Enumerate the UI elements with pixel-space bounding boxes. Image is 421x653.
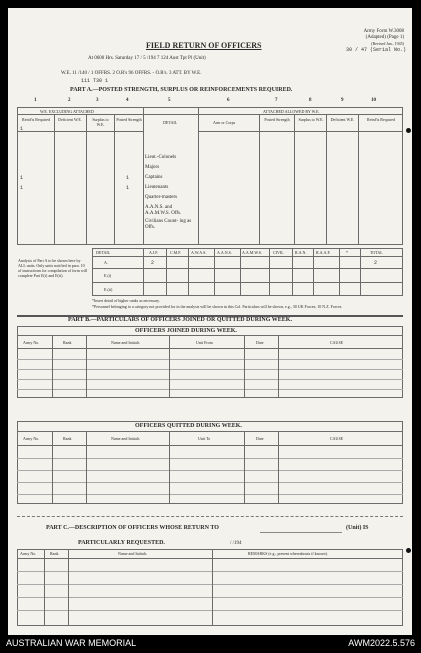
footer-source: AUSTRALIAN WAR MEMORIAL xyxy=(6,638,137,648)
col-header: Surplus to W.E. xyxy=(298,117,324,122)
perforation-line xyxy=(17,516,403,517)
rank-label: A.A.N.S. and A.A.M.W.S. Offs. xyxy=(145,205,182,216)
rank-label: Quarter-masters xyxy=(145,195,178,200)
punch-hole xyxy=(406,548,411,553)
col-header: Surplus to W.E. xyxy=(92,117,109,127)
joined-header: Rank xyxy=(63,340,72,345)
col-num: 2 xyxy=(68,98,71,103)
serial-number: 30 / 47 (Serial No.) xyxy=(345,47,406,53)
analysis-header: R.A.A.F. xyxy=(316,250,331,255)
col-num: 4 xyxy=(126,98,129,103)
form-paper xyxy=(8,8,412,635)
col-header: Reinf'ts Required xyxy=(22,117,50,122)
analysis-header: C.M.F. xyxy=(170,250,182,255)
col-header: DETAIL xyxy=(163,120,178,125)
analysis-header: A.I.F. xyxy=(149,250,159,255)
quitted-title: OFFICERS QUITTED DURING WEEK. xyxy=(135,423,242,429)
form-adapted: (Adapted) (Page 1) xyxy=(365,35,404,40)
col-header: Arm or Corps xyxy=(213,120,236,125)
analysis-total-value: 2 xyxy=(374,260,378,266)
we-line-2: 111 T30 1 xyxy=(81,78,109,84)
analysis-aif-value: 2 xyxy=(151,260,155,266)
part-c-header: Rank xyxy=(50,551,59,556)
joined-header: CAUSE xyxy=(330,340,344,345)
analysis-row-label: E.(ii) xyxy=(104,287,113,292)
analysis-header: TOTAL xyxy=(370,250,383,255)
analysis-note: Analysis of Part A to be shown here by ALL units. Only units notified in para. 10 of instructions for compilation of form will complete Part E(i) and E(ii). xyxy=(18,258,88,278)
quitted-header: Name and Initials xyxy=(111,436,140,441)
rank-label: Civilians Count- ing as Offs. xyxy=(145,219,192,230)
punch-hole xyxy=(406,128,411,133)
analysis-header: * xyxy=(346,250,348,255)
form-title: FIELD RETURN OF OFFICERS xyxy=(146,41,262,50)
quitted-header: Army No. xyxy=(23,436,40,441)
quitted-header: CAUSE xyxy=(330,436,344,441)
quitted-header: Date xyxy=(256,436,264,441)
rank-label: Lieutenants xyxy=(145,185,169,190)
rank-label: Majors xyxy=(145,165,160,170)
col-header: Deficient W.E. xyxy=(58,117,82,122)
part-a-table xyxy=(17,107,403,245)
part-c-header: Army No. xyxy=(20,551,37,556)
part-c-header: Name and Initials xyxy=(118,551,147,556)
att-by-we-header: ATTACHED ALLOWED BY W.E. xyxy=(263,109,320,114)
joined-title: OFFICERS JOINED DURING WEEK. xyxy=(135,328,237,334)
form-revised: (Revised Jan., 1945) xyxy=(371,41,404,46)
handwritten-value: 1 xyxy=(126,175,130,181)
analysis-row-label: A. xyxy=(104,260,108,265)
part-c-title: PART C.—DESCRIPTION OF OFFICERS WHOSE RETURN TO xyxy=(46,525,219,531)
footnote: *Personnel belonging to a category not provided for in the analysis will be shown in this Col. Particulars will be shown, e.g., 30 UK Forces; 10 N.Z. Forces. xyxy=(92,304,343,309)
form-number: Army Form W.3008 xyxy=(363,29,404,34)
part-c-unit-is: (Unit) IS xyxy=(346,525,369,531)
analysis-header: A.W.A.S. xyxy=(191,250,207,255)
col-num: 6 xyxy=(227,98,230,103)
col-num: 8 xyxy=(309,98,312,103)
analysis-header: A.A.M.W.S. xyxy=(242,250,262,255)
quitted-header: Unit To xyxy=(198,436,211,441)
col-num: 7 xyxy=(275,98,278,103)
joined-header: Name and Initials xyxy=(111,340,140,345)
col-header: Posted Strength xyxy=(116,117,142,122)
rank-label: Captains xyxy=(145,175,163,180)
analysis-row-label: E.(i) xyxy=(104,273,112,278)
joined-header: Date xyxy=(256,340,264,345)
footer-bar xyxy=(0,635,421,653)
analysis-header: R.A.N. xyxy=(295,250,307,255)
col-header: Reinf'ts Required xyxy=(367,117,395,122)
rank-label: Lieut.-Colonels xyxy=(145,155,177,160)
col-num: 9 xyxy=(341,98,344,103)
joined-header: Army No. xyxy=(23,340,40,345)
col-header: Deficient W.E. xyxy=(330,117,355,122)
analysis-header: DETAIL xyxy=(96,250,111,255)
handwritten-value: 1 xyxy=(126,185,130,191)
handwritten-mark: 1 xyxy=(20,126,24,132)
part-c-header: REMARKS (e.g., present whereabouts if known). xyxy=(248,551,328,556)
footnote: *Insert detail of higher ranks as necessary. xyxy=(92,298,160,303)
part-c-table xyxy=(17,549,403,626)
quitted-table xyxy=(17,421,403,504)
at-line: At 0600 Hrs. Saturday 17 / 5 /194 7 124 Aust Tpt Pl (Unit) xyxy=(88,56,206,61)
col-num: 1 xyxy=(34,98,37,103)
part-c-title-2: PARTICULARLY REQUESTED. xyxy=(78,540,165,546)
handwritten-value: 1 xyxy=(20,175,24,181)
analysis-header: CIVIL xyxy=(273,250,284,255)
col-header: Posted Strength xyxy=(264,117,290,122)
analysis-header: A.A.N.S. xyxy=(217,250,232,255)
joined-table xyxy=(17,326,403,398)
col-num: 10 xyxy=(371,98,376,103)
part-c-date: / /194 xyxy=(230,541,242,546)
col-num: 3 xyxy=(96,98,99,103)
col-num: 5 xyxy=(168,98,171,103)
handwritten-value: 1 xyxy=(20,185,24,191)
we-excl-header: W.E. EXCLUDING ATTACHED xyxy=(40,109,94,114)
quitted-header: Rank xyxy=(63,436,72,441)
joined-header: Unit From xyxy=(196,340,213,345)
we-line: W.E. 11 /140 / 1 OFFRS. 2 O.R's 96 OFFRS. - O.R's. 3 ATT. BY W.E. xyxy=(61,71,202,76)
part-b-title: PART B.—PARTICULARS OF OFFICERS JOINED OR QUITTED DURING WEEK. xyxy=(68,317,292,323)
footer-accession: AWM2022.5.576 xyxy=(348,638,415,648)
part-a-title: PART A.—POSTED STRENGTH, SURPLUS OR REINFORCEMENTS REQUIRED. xyxy=(70,87,293,93)
